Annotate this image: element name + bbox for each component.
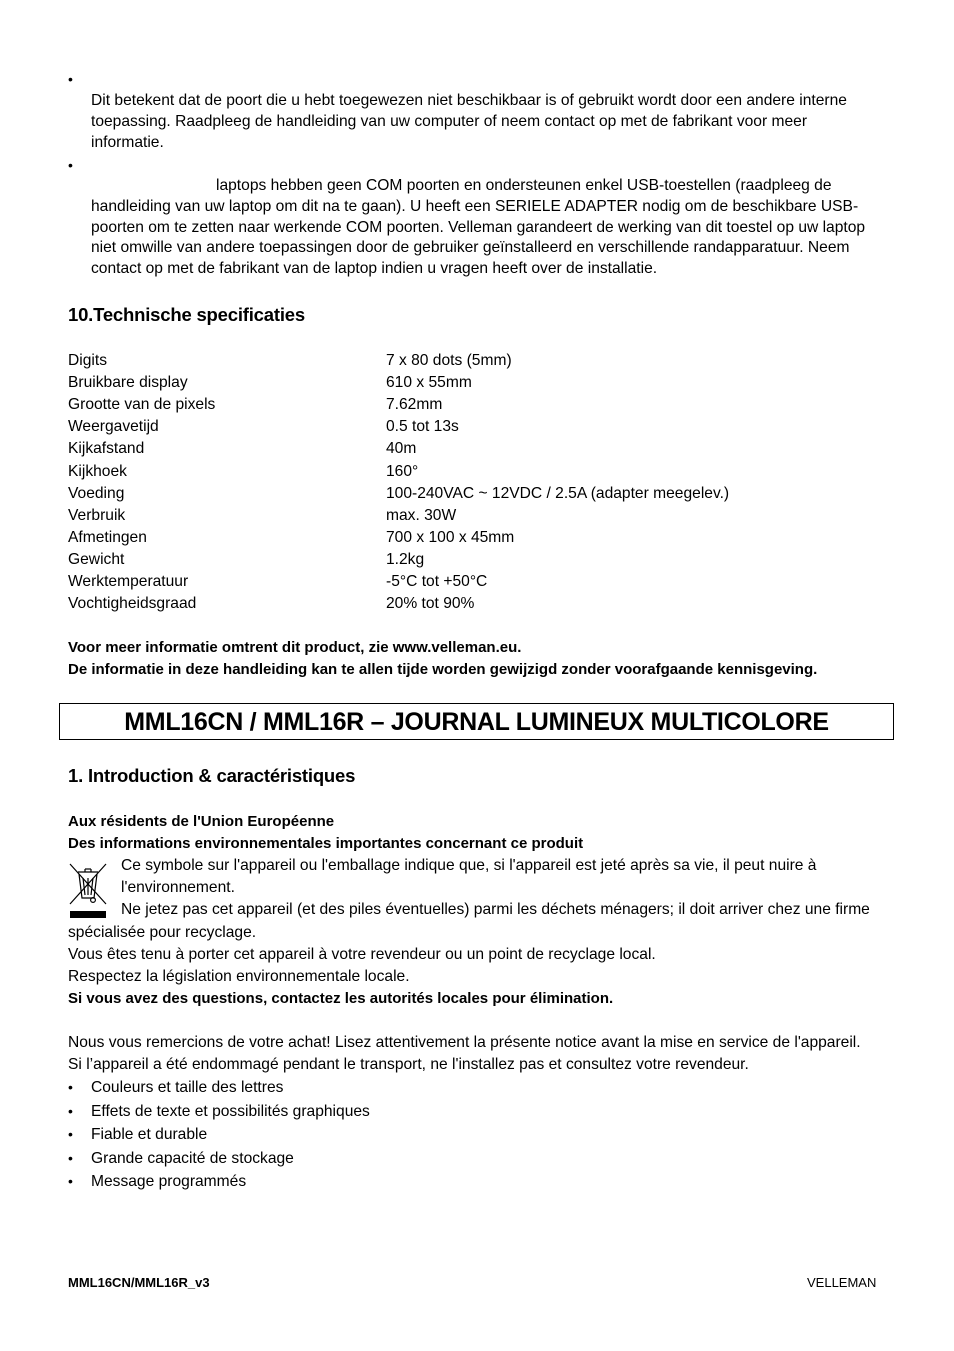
eu-text-line2: l'environnement. (121, 879, 235, 896)
spec-value: 7 x 80 dots (5mm) (386, 352, 512, 369)
spec-label: Weergavetijd (68, 418, 159, 436)
more-info-note: Voor meer informatie omtrent dit product, zie www.velleman.eu. (68, 639, 522, 656)
bullet-marker: • (68, 1126, 73, 1143)
spec-label: Voeding (68, 484, 125, 502)
eu-text-line6: Respectez la législation environnementale locale. (68, 968, 410, 985)
disclaimer-note: De informatie in deze handleiding kan te allen tijde worden gewijzigd zonder voorafgaande kennisgeving. (68, 661, 818, 678)
eu-contact-note: Si vous avez des questions, contactez les autorités locales pour élimination. (68, 990, 614, 1007)
spec-label: Bruikbare display (68, 374, 188, 392)
troubleshoot-item2-line3: poorten om te zetten naar werkende COM poorten. Velleman garandeert de werking van dit toestel op uw laptop (91, 219, 866, 236)
bullet-marker: • (68, 157, 73, 173)
footer-doc-id: MML16CN/MML16R_v3 (68, 1275, 210, 1290)
feature-item: Couleurs et taille des lettres (91, 1079, 284, 1096)
spec-row (68, 483, 888, 505)
troubleshoot-item1-line2: toepassing. Raadpleeg de handleiding van uw computer of neem contact op met de fabrikant voor meer (91, 113, 808, 130)
spec-row (68, 350, 888, 372)
thanks-line1: Nous vous remercions de votre achat! Lisez attentivement la présente notice avant la mise en service de l'appareil. (68, 1034, 861, 1051)
spec-label: Afmetingen (68, 528, 147, 546)
spec-value: 7.62mm (386, 396, 443, 414)
troubleshoot-item2-line2: handleiding van uw laptop om dit na te gaan). U heeft een SERIELE ADAPTER nodig om de beschikbare USB- (91, 198, 859, 215)
spec-value: max. 30W (386, 506, 457, 524)
spec-row (68, 593, 888, 615)
spec-row (68, 549, 888, 571)
spec-row (68, 505, 888, 527)
bullet-marker: • (68, 1149, 73, 1166)
feature-item: Effets de texte et possibilités graphiques (91, 1102, 370, 1120)
feature-item: Message programmés (91, 1173, 247, 1191)
spec-label: Verbruik (68, 506, 126, 524)
spec-row (68, 394, 888, 416)
spec-value: -5°C tot +50°C (386, 573, 488, 590)
spec-value: 20% tot 90% (386, 595, 475, 613)
bullet-marker: • (68, 1173, 73, 1190)
thanks-line2: Si l’appareil a été endommagé pendant le transport, ne l'installez pas et consultez votre revendeur. (68, 1056, 749, 1073)
feature-item: Fiable et durable (91, 1126, 208, 1144)
spec-value: 40m (386, 440, 417, 458)
spec-label: Gewicht (68, 550, 125, 568)
troubleshoot-item1-line1: Dit betekent dat de poort die u hebt toegewezen niet beschikbaar is of gebruikt wordt door een andere interne (91, 92, 847, 109)
troubleshoot-item1-line3: informatie. (91, 134, 164, 151)
troubleshoot-item2-line4: niet omwille van andere toepassingen door de gebruiker geïnstalleerd en verschillende randapparatuur. Neem (91, 239, 850, 256)
spec-row (68, 461, 888, 483)
eu-heading-environment: Des informations environnementales importantes concernant ce produit (68, 835, 584, 852)
eu-text-line4: spécialisée pour recyclage. (68, 924, 257, 941)
section-title-box (59, 703, 894, 740)
spec-row (68, 416, 888, 438)
spec-value: 1.2kg (386, 550, 425, 568)
weee-crossed-bin-icon (66, 858, 110, 920)
spec-row (68, 438, 888, 460)
spec-label: Werktemperatuur (68, 573, 189, 590)
bullet-marker: • (68, 1079, 73, 1095)
spec-label: Kijkafstand (68, 440, 145, 458)
spec-label: Grootte van de pixels (68, 396, 216, 414)
eu-text-line5: Vous êtes tenu à porter cet appareil à votre revendeur ou un point de recyclage local. (68, 946, 656, 963)
section-title: MML16CN / MML16R – JOURNAL LUMINEUX MULTICOLORE (124, 708, 829, 736)
bullet-marker: • (68, 71, 73, 87)
spec-label: Kijkhoek (68, 462, 127, 480)
spec-label: Digits (68, 352, 107, 369)
troubleshoot-item2-line1: laptops hebben geen COM poorten en ondersteunen enkel USB-toestellen (raadpleeg de (216, 177, 832, 194)
footer-brand: VELLEMAN (807, 1275, 877, 1290)
specs-heading: 10.Technische specificaties (68, 304, 305, 325)
spec-row (68, 527, 888, 549)
spec-value: 160° (386, 462, 419, 480)
eu-text-line3: Ne jetez pas cet appareil (et des piles éventuelles) parmi les déchets ménagers; il doit arriver chez une firme (121, 901, 870, 918)
feature-item: Grande capacité de stockage (91, 1149, 294, 1167)
spec-value: 610 x 55mm (386, 374, 472, 392)
spec-value: 700 x 100 x 45mm (386, 528, 515, 546)
intro-heading: 1. Introduction & caractéristiques (68, 765, 356, 786)
spec-row (68, 372, 888, 394)
troubleshoot-item2-line5: contact op met de fabrikant van de laptop indien u vragen heeft over de installatie. (91, 260, 658, 277)
bullet-marker: • (68, 1102, 73, 1119)
spec-row (68, 571, 888, 593)
spec-value: 0.5 tot 13s (386, 418, 459, 436)
spec-label: Vochtigheidsgraad (68, 595, 197, 613)
spec-value: 100-240VAC ~ 12VDC / 2.5A (adapter meegelev.) (386, 484, 730, 502)
eu-heading-residents: Aux résidents de l'Union Européenne (68, 813, 335, 830)
eu-text-line1: Ce symbole sur l'appareil ou l'emballage indique que, si l'appareil est jeté après sa vie, il peut nuire à (121, 857, 817, 874)
